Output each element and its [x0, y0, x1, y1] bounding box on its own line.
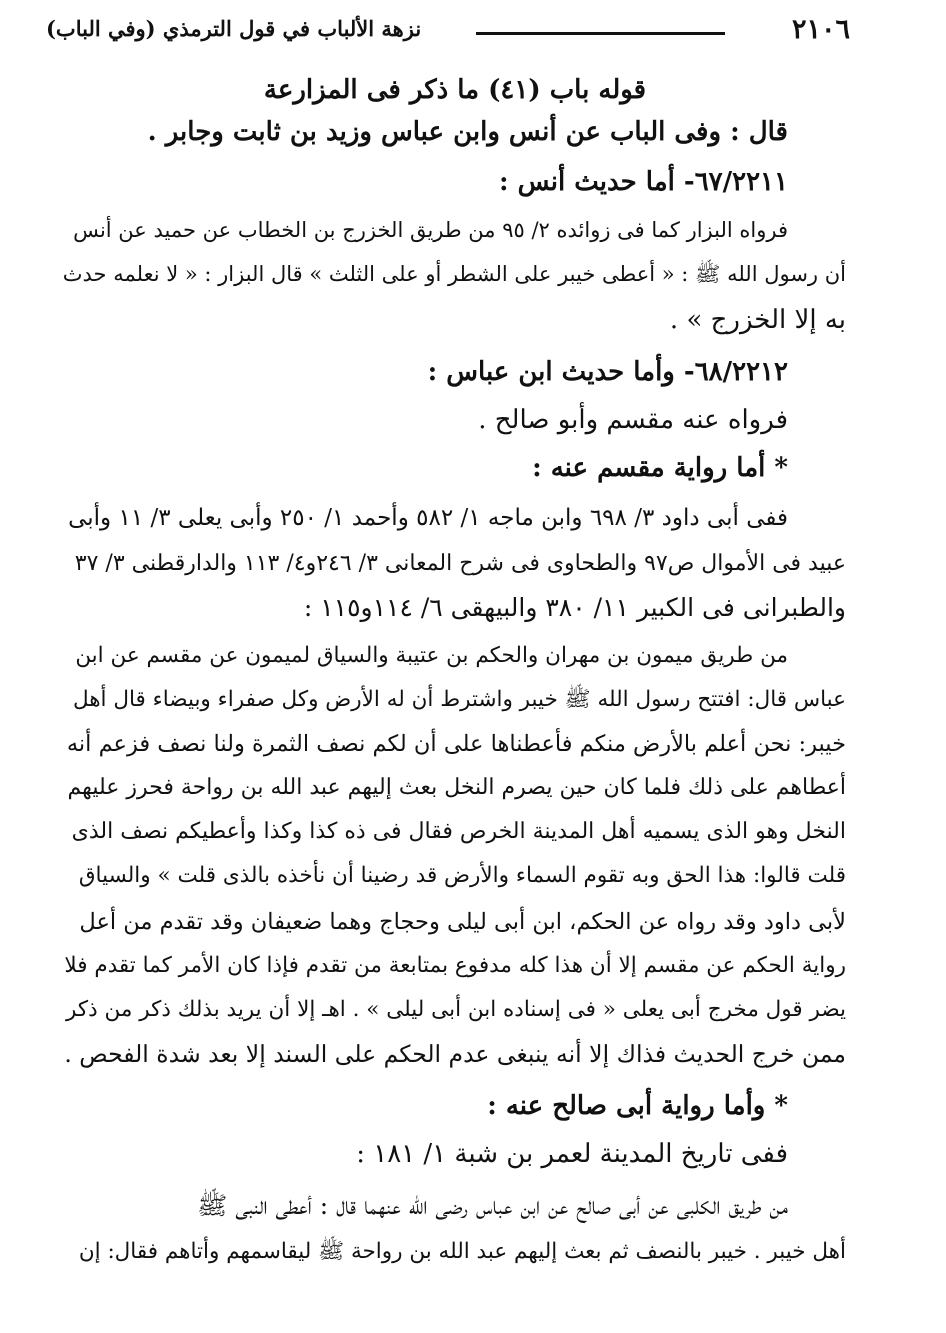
page-number: ٢١٠٦: [791, 14, 850, 45]
text-line: عبيد فى الأموال ص٩٧ والطحاوى فى شرح المعانى ٣/ ٢٤٦و٤/ ١١٣ والدارقطنى ٣/ ٣٧: [74, 551, 846, 576]
running-title: نزهة الألباب في قول الترمذي (وفي الباب): [46, 16, 422, 41]
text-line: ففى أبى داود ٣/ ٦٩٨ وابن ماجه ١/ ٥٨٢ وأحمد ١/ ٢٥٠ وأبى يعلى ٣/ ١١ وأبى: [68, 505, 788, 531]
text-line: من طريق الكلبى عن أبى صالح عن ابن عباس رضى الله عنهما قال : أعطى النبى ﷺ: [197, 1191, 788, 1220]
text-line: خيبر: نحن أعلم بالأرض منكم فأعطناها على أن لكم نصف الثمرة ولنا نصف فزعم أنه: [66, 731, 846, 757]
text-line: ففى تاريخ المدينة لعمر بن شبة ١/ ١٨١ :: [356, 1139, 788, 1169]
section-heading: ٦٨/٢٢١٢- وأما حديث ابن عباس :: [427, 357, 788, 387]
section-heading: ٦٧/٢٢١١- أما حديث أنس :: [498, 167, 788, 197]
text-line: عباس قال: افتتح رسول الله ﷺ خيبر واشترط أن له الأرض وكل صفراء وبيضاء قال أهل: [72, 687, 846, 712]
text-line: فرواه عنه مقسم وأبو صالح .: [478, 405, 788, 435]
page-header: [46, 10, 850, 54]
sub-heading: * أما رواية مقسم عنه :: [532, 453, 788, 483]
text-line: من طريق ميمون بن مهران والحكم بن عتيبة والسياق لميمون عن مقسم عن ابن: [75, 643, 788, 668]
text-line: أن رسول الله ﷺ : « أعطى خيبر على الشطر أو على الثلث » قال البزار : « لا نعلمه حدث: [62, 262, 846, 286]
text-line: فرواه البزار كما فى زوائده ٢/ ٩٥ من طريق الخزرج بن الخطاب عن حميد عن أنس: [73, 218, 788, 242]
text-line: النخل وهو الذى يسميه أهل المدينة الخرص فقال فى ذه كذا وكذا وأعطيكم نصف الذى: [71, 819, 846, 844]
text-line: رواية الحكم عن مقسم إلا أن هذا كله مدفوع بمتابعة من تقدم فإذا كان الأمر كما تقدم فلا: [64, 953, 846, 978]
header-rule: [476, 32, 725, 35]
text-line: قال : وفى الباب عن أنس وابن عباس وزيد بن ثابت وجابر .: [147, 117, 788, 147]
text-line: لأبى داود وقد رواه عن الحكم، ابن أبى ليلى وحجاج وهما ضعيفان وقد تقدم من أعل: [79, 909, 846, 935]
text-line: أهل خيبر . خيبر بالنصف ثم بعث إليهم عبد الله بن رواحة ﷺ ليقاسمهم وأتاهم فقال: إن: [78, 1239, 846, 1264]
sub-heading: * وأما رواية أبى صالح عنه :: [487, 1091, 788, 1121]
text-line: والطبرانى فى الكبير ١١/ ٣٨٠ والبيهقى ٦/ ١١٤و١١٥ :: [303, 593, 846, 622]
text-line: به إلا الخزرج » .: [669, 305, 846, 335]
text-line: ممن خرج الحديث فذاك إلا أنه ينبغى عدم الحكم على السند إلا بعد شدة الفحص .: [64, 1040, 846, 1068]
chapter-heading: قوله باب (٤١) ما ذكر فى المزارعة: [263, 75, 647, 105]
text-line: يضر قول مخرج أبى يعلى « فى إسناده ابن أبى ليلى » . اهـ إلا أن يريد بذلك ذكر من ذكر: [66, 997, 846, 1022]
text-line: قلت قالوا: هذا الحق وبه تقوم السماء والأرض قد رضينا أن نأخذه بالذى قلت » والسياق: [78, 863, 846, 888]
text-line: أعطاهم على ذلك فلما كان حين يصرم النخل بعث إليهم عبد الله بن رواحة فحرز عليهم: [67, 775, 846, 800]
